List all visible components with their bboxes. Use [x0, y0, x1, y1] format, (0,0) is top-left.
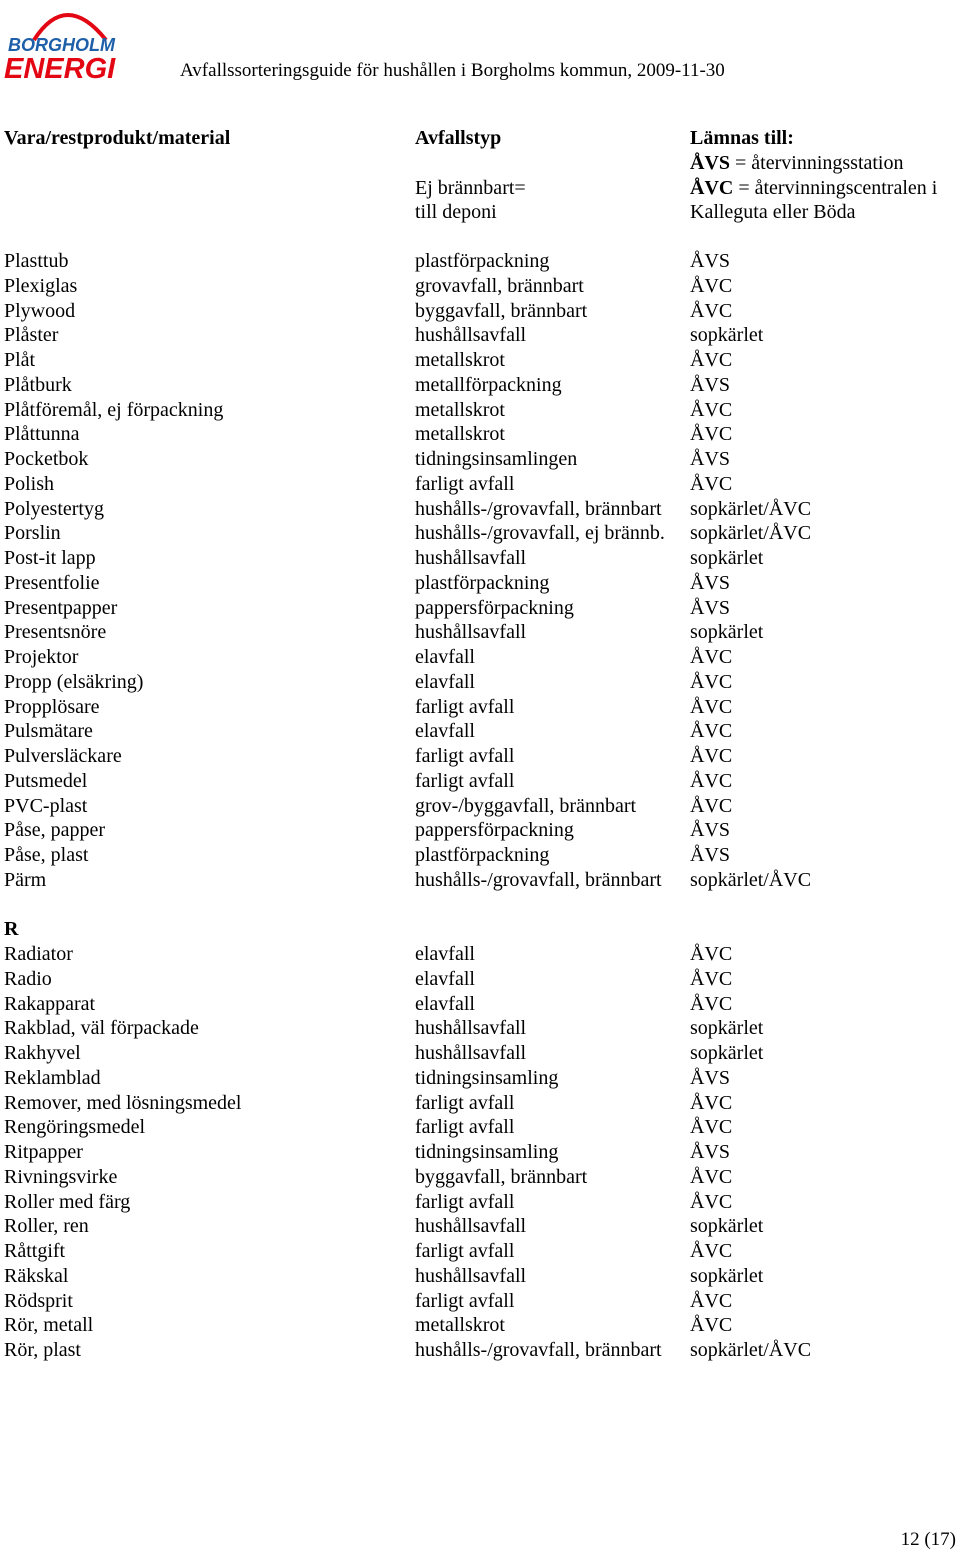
logo-line2: ENERGI [4, 53, 116, 85]
row-waste-type: farligt avfall [415, 472, 515, 495]
row-destination: ÅVC [690, 670, 733, 693]
row-waste-type: plastförpackning [415, 571, 550, 594]
row-waste-type: hushållsavfall [415, 324, 527, 347]
row-waste-type: farligt avfall [415, 1116, 515, 1139]
row-item: Plasttub [4, 250, 69, 272]
row-destination: ÅVC [690, 299, 733, 322]
row-destination: ÅVC [690, 794, 733, 817]
legend-avc-line2: Kalleguta eller Böda [690, 201, 856, 224]
row-item: Plåster [4, 324, 59, 347]
row-item: Putsmedel [4, 769, 88, 792]
row-destination: ÅVC [690, 472, 733, 495]
row-item: Räkskal [4, 1264, 69, 1287]
row-item: Polyestertyg [4, 497, 104, 520]
table-row [0, 1338, 960, 1363]
table-row [0, 1140, 960, 1165]
row-item: Porslin [4, 522, 61, 545]
row-item: Polish [4, 472, 55, 495]
row-item: Plåtburk [4, 373, 72, 396]
section-letter [0, 917, 960, 942]
table-row [0, 1190, 960, 1215]
row-item: Råttgift [4, 1240, 66, 1262]
row-destination: ÅVC [690, 992, 733, 1015]
row-waste-type: farligt avfall [415, 1091, 515, 1114]
row-item: Projektor [4, 646, 79, 668]
row-item: Remover, med lösningsmedel [4, 1091, 242, 1114]
table-row [0, 744, 960, 769]
row-waste-type: metallskrot [415, 398, 505, 421]
row-destination: ÅVC [690, 1190, 733, 1213]
row-item: Presentpapper [4, 596, 118, 619]
row-destination: sopkärlet [690, 1264, 764, 1287]
row-waste-type: hushållsavfall [415, 1264, 527, 1287]
row-waste-type: metallskrot [415, 349, 505, 371]
row-item: Rör, plast [4, 1339, 81, 1361]
table-row [0, 249, 960, 274]
row-waste-type: metallförpackning [415, 373, 562, 396]
row-waste-type: elavfall [415, 670, 475, 693]
row-item: Post-it lapp [4, 547, 96, 569]
row-destination: sopkärlet [690, 1017, 764, 1040]
row-waste-type: farligt avfall [415, 1190, 515, 1213]
row-item: Rakblad, väl förpackade [4, 1017, 199, 1040]
row-item: Pulsmätare [4, 720, 93, 743]
row-item: Radiator [4, 943, 73, 965]
row-item: Propp (elsäkring) [4, 670, 144, 693]
row-destination: ÅVS [690, 571, 731, 594]
row-destination: ÅVC [690, 1289, 733, 1312]
row-destination: sopkärlet [690, 547, 764, 569]
row-item: Rödsprit [4, 1289, 73, 1312]
row-destination: ÅVC [690, 943, 733, 965]
logo-line1: BORGHOLM [8, 35, 115, 55]
row-waste-type: elavfall [415, 720, 475, 743]
row-destination: ÅVC [690, 745, 733, 767]
row-item: Rengöringsmedel [4, 1116, 146, 1139]
row-destination: sopkärlet/ÅVC [690, 868, 812, 891]
table-row [0, 571, 960, 596]
row-destination: ÅVC [690, 423, 733, 446]
row-waste-type: hushålls-/grovavfall, ej brännb. [415, 522, 665, 545]
row-item: Rakapparat [4, 992, 96, 1015]
row-destination: ÅVC [690, 1314, 733, 1337]
row-waste-type: elavfall [415, 992, 475, 1015]
table-row [0, 769, 960, 794]
row-item: Plåt [4, 349, 36, 371]
row-item: Pocketbok [4, 448, 89, 470]
table-row [0, 1239, 960, 1264]
row-destination: ÅVS [690, 1141, 731, 1163]
page-number: 12 (17) [900, 1529, 956, 1550]
row-waste-type: hushålls-/grovavfall, brännbart [415, 1339, 662, 1361]
row-item: Påse, plast [4, 844, 89, 866]
row-item: Pärm [4, 868, 47, 891]
row-destination: ÅVC [690, 1091, 733, 1114]
row-waste-type: hushållsavfall [415, 621, 527, 644]
table-row [0, 620, 960, 645]
row-waste-type: pappersförpackning [415, 819, 574, 842]
row-destination: sopkärlet [690, 1215, 764, 1238]
table-row [0, 695, 960, 720]
row-destination: ÅVS [690, 373, 731, 396]
table-row [0, 521, 960, 546]
row-item: Reklamblad [4, 1066, 101, 1089]
row-waste-type: pappersförpackning [415, 596, 574, 619]
table-row [0, 497, 960, 522]
row-waste-type: plastförpackning [415, 844, 550, 866]
row-waste-type: farligt avfall [415, 1240, 515, 1262]
table-row [0, 447, 960, 472]
row-destination: ÅVC [690, 398, 733, 421]
table-row [0, 546, 960, 571]
table-row [0, 323, 960, 348]
row-item: PVC-plast [4, 794, 88, 817]
row-destination: ÅVS [690, 250, 731, 272]
row-waste-type: hushålls-/grovavfall, brännbart [415, 497, 662, 520]
row-waste-type: byggavfall, brännbart [415, 1165, 588, 1188]
table-row [0, 1115, 960, 1140]
row-waste-type: metallskrot [415, 423, 505, 446]
row-destination: ÅVS [690, 844, 731, 866]
row-item: Rivningsvirke [4, 1165, 118, 1188]
table-row [0, 967, 960, 992]
legend-avc-text: = återvinningscentralen i [733, 176, 938, 199]
row-destination: ÅVS [690, 819, 731, 842]
row-waste-type: grovavfall, brännbart [415, 274, 584, 297]
table-row [0, 670, 960, 695]
row-destination: ÅVC [690, 1240, 733, 1262]
row-waste-type: metallskrot [415, 1314, 505, 1337]
table-row [0, 1091, 960, 1116]
row-destination: ÅVC [690, 274, 733, 297]
table-row [0, 596, 960, 621]
row-item: Presentsnöre [4, 621, 107, 644]
row-destination: sopkärlet [690, 1042, 764, 1064]
row-item: Radio [4, 967, 52, 990]
table-row [0, 992, 960, 1017]
borgholm-energi-logo [0, 0, 140, 90]
row-destination: ÅVC [690, 1165, 733, 1188]
table-row [0, 274, 960, 299]
table-row [0, 843, 960, 868]
row-destination: ÅVS [690, 1066, 731, 1089]
table-row [0, 299, 960, 324]
table-spacer [0, 893, 960, 918]
row-destination: sopkärlet/ÅVC [690, 522, 812, 545]
row-waste-type: elavfall [415, 646, 475, 668]
row-destination: ÅVS [690, 596, 731, 619]
section-letter-label: R [4, 918, 19, 941]
table-row [0, 1313, 960, 1338]
sorting-table [0, 249, 960, 1363]
table-row [0, 794, 960, 819]
table-row [0, 348, 960, 373]
row-waste-type: hushållsavfall [415, 547, 527, 569]
row-waste-type: grov-/byggavfall, brännbart [415, 794, 637, 817]
legend-avc-abbr: ÅVC [690, 176, 734, 199]
row-item: Rakhyvel [4, 1042, 81, 1064]
table-row [0, 398, 960, 423]
column-header-type: Avfallstyp [415, 127, 502, 149]
table-row [0, 1066, 960, 1091]
row-waste-type: farligt avfall [415, 745, 515, 767]
row-waste-type: byggavfall, brännbart [415, 299, 588, 322]
table-row [0, 472, 960, 497]
column-header-item: Vara/restprodukt/material [4, 127, 231, 149]
table-row [0, 1041, 960, 1066]
row-item: Ritpapper [4, 1141, 83, 1163]
row-waste-type: tidningsinsamling [415, 1066, 559, 1089]
row-destination: sopkärlet/ÅVC [690, 497, 812, 520]
row-item: Roller, ren [4, 1215, 89, 1238]
row-item: Pulversläckare [4, 745, 122, 767]
type-note-line1: Ej brännbart= [415, 176, 526, 199]
row-waste-type: hushålls-/grovavfall, brännbart [415, 868, 662, 891]
table-row [0, 818, 960, 843]
legend-avs-abbr: ÅVS [690, 151, 731, 174]
row-waste-type: tidningsinsamling [415, 1141, 559, 1163]
row-destination: ÅVC [690, 646, 733, 668]
row-waste-type: plastförpackning [415, 250, 550, 272]
row-destination: sopkärlet/ÅVC [690, 1339, 812, 1361]
row-waste-type: hushållsavfall [415, 1215, 527, 1238]
row-item: Presentfolie [4, 571, 100, 594]
row-destination: ÅVC [690, 769, 733, 792]
table-row [0, 422, 960, 447]
table-row [0, 1214, 960, 1239]
table-row [0, 1289, 960, 1314]
row-item: Plywood [4, 299, 76, 322]
row-destination: ÅVC [690, 695, 733, 718]
row-item: Rör, metall [4, 1314, 94, 1337]
table-row [0, 1016, 960, 1041]
row-item: Påse, papper [4, 819, 106, 842]
type-note-line2: till deponi [415, 201, 497, 224]
table-row [0, 719, 960, 744]
row-item: Propplösare [4, 695, 100, 718]
row-waste-type: elavfall [415, 967, 475, 990]
row-destination: ÅVS [690, 448, 731, 470]
row-waste-type: hushållsavfall [415, 1017, 527, 1040]
row-waste-type: farligt avfall [415, 1289, 515, 1312]
document-title: Avfallssorteringsguide för hushållen i Borgholms kommun, 2009-11-30 [180, 60, 725, 81]
table-row [0, 1165, 960, 1190]
row-destination: ÅVC [690, 967, 733, 990]
table-row [0, 868, 960, 893]
row-destination: ÅVC [690, 720, 733, 743]
row-destination: sopkärlet [690, 621, 764, 644]
legend-avc [690, 176, 937, 201]
table-row [0, 1264, 960, 1289]
row-waste-type: farligt avfall [415, 695, 515, 718]
row-waste-type: tidningsinsamlingen [415, 448, 578, 470]
row-waste-type: farligt avfall [415, 769, 515, 792]
legend-avs [690, 151, 904, 176]
row-waste-type: elavfall [415, 943, 475, 965]
row-item: Roller med färg [4, 1190, 131, 1213]
legend-avs-text: = återvinningsstation [730, 151, 904, 174]
row-waste-type: hushållsavfall [415, 1042, 527, 1064]
row-item: Plåttunna [4, 423, 80, 446]
row-item: Plåtföremål, ej förpackning [4, 398, 224, 421]
table-row [0, 942, 960, 967]
table-row [0, 373, 960, 398]
row-destination: sopkärlet [690, 324, 764, 347]
table-row [0, 645, 960, 670]
row-item: Plexiglas [4, 274, 78, 297]
column-header-dest: Lämnas till: [690, 127, 794, 149]
row-destination: ÅVC [690, 1116, 733, 1139]
row-destination: ÅVC [690, 349, 733, 371]
